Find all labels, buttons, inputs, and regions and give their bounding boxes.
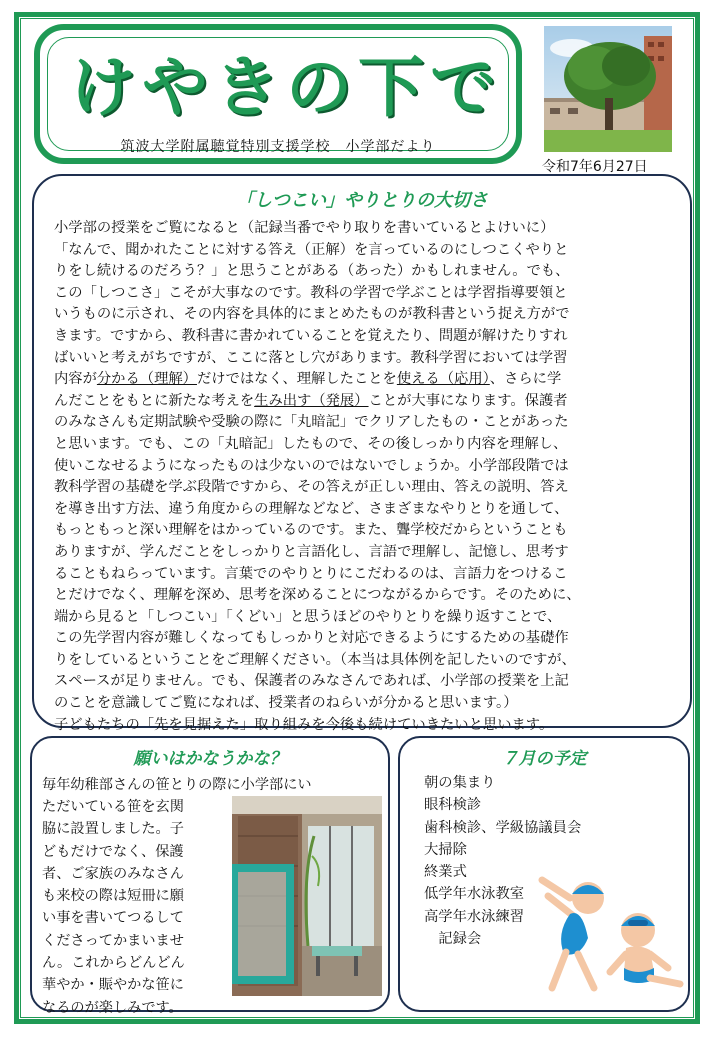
newsletter-title: けやきの下で <box>70 49 502 126</box>
entrance-photo-image <box>232 796 382 996</box>
schedule-item: 朝の集まり <box>424 775 496 791</box>
swimming-kids-illustration <box>530 868 688 994</box>
schedule-item: 高学年水泳練習 <box>424 908 525 925</box>
text-segment: 内容が <box>54 371 97 388</box>
main-article-line <box>54 607 694 629</box>
july-schedule-heading: ７月の予定 <box>501 749 587 769</box>
underlined-phrase: 分かる（理解） <box>96 371 197 388</box>
main-article-line <box>54 542 694 564</box>
text-segment: んだことをもとに新たな考えを <box>54 392 255 409</box>
main-article-line <box>54 671 694 693</box>
main-article-line <box>54 628 694 650</box>
schedule-item: 低学年水泳教室 <box>424 886 525 903</box>
wish-article-heading: 願いはかなうかな？ <box>133 749 287 769</box>
text-segment: とだけでなく、理解を深め、思考を深めることにつながるからです。そのために、 <box>54 587 581 604</box>
main-article-line <box>54 348 694 370</box>
main-article-line <box>54 261 694 283</box>
text-segment: のみなさんも定期試験や受験の際に「丸暗記」でクリアしたもの・ことがあった <box>54 414 569 431</box>
main-article-line <box>54 520 694 542</box>
wish-article-line: ただいている笹を玄関 <box>42 799 184 815</box>
main-article-line <box>54 391 694 413</box>
swimmers-icon <box>530 868 688 994</box>
main-article-line <box>54 650 694 672</box>
text-segment: りをし続けるのだろう？」と思うことがある（あった）かもしれません。でも、 <box>54 263 570 280</box>
main-article-line <box>54 477 694 499</box>
text-segment: りをしているということをご理解ください。（本当は具体例を記したいのですが、 <box>54 651 576 668</box>
text-segment: だけではなく、理解したことを <box>196 371 397 388</box>
text-segment: 使いこなせるようになったものは少ないのではないでしょうか。小学部段階では <box>54 457 569 474</box>
wish-article-line: い事を書いてつるして <box>42 910 184 927</box>
issue-date: 令和7年6月27日 <box>542 159 648 175</box>
text-segment: いうものに示され、その内容を具体的にまとめたものが教科書という捉え方がで <box>54 306 570 323</box>
text-segment: 、さらに学 <box>489 371 562 388</box>
schedule-item: 終業式 <box>424 864 467 881</box>
text-segment: 「なんで、聞かれたことに対する答え（正解）を言っているのにしつこくやりと <box>54 241 569 258</box>
main-article-line <box>54 326 694 348</box>
text-segment: ばいいと考えがちですが、ここに落とし穴があります。教科学習においては学習 <box>54 349 568 366</box>
main-article-line <box>54 283 694 305</box>
text-segment: ことが大事になります。保護者 <box>368 392 568 409</box>
schedule-item: 歯科検診、学級協議員会 <box>424 819 582 836</box>
text-segment: と思います。でも、この「丸暗記」したもので、その後しっかり内容を理解し、 <box>54 435 568 452</box>
text-segment: 教科学習の基礎を学ぶ段階ですから、その答えが正しい理由、答えの説明、答え <box>54 479 569 496</box>
school-name: 筑波大学附属聴覚特別支援学校 小学部だより <box>120 139 436 155</box>
main-article-line <box>54 564 694 586</box>
main-article-body <box>54 218 694 736</box>
main-article-line <box>54 585 694 607</box>
main-article-box <box>32 174 692 733</box>
wish-article-first-line: 毎年幼稚部さんの笹とりの際に小学部にい <box>42 777 312 793</box>
wish-article-line: くださってかまいませ <box>42 932 184 949</box>
main-article-line <box>54 369 694 391</box>
text-segment: スペースが足りません。でも、保護者のみなさんであれば、小学部の授業を上記 <box>54 673 569 690</box>
wish-article-line: も来校の際は短冊に願 <box>42 888 184 905</box>
main-article-line <box>54 218 694 240</box>
wish-article-line: なるのが楽しみです。 <box>42 999 183 1016</box>
main-article-line <box>54 693 694 715</box>
keyaki-tree-photo <box>544 26 672 152</box>
text-segment: もっともっと深い理解をはかっているのです。また、聾学校だからということも <box>54 522 568 539</box>
text-segment: のことを意識してご覧になれば、授業者のねらいが分かると思います。） <box>54 695 518 712</box>
wish-article-line: 脇に設置しました。子 <box>42 821 184 838</box>
main-article-line <box>54 412 694 434</box>
bamboo-entrance-photo <box>232 796 382 996</box>
wish-article-line: どもだけでなく、保護 <box>42 843 184 860</box>
text-segment: を導き出す方法、違う角度からの理解などなど、さまざまなやりとりを通して、 <box>54 500 569 517</box>
main-article-line <box>54 499 694 521</box>
main-article-line <box>54 456 694 478</box>
tree-photo-image <box>544 26 672 152</box>
schedule-item: 記録会 <box>424 931 482 948</box>
underlined-phrase: 生み出す（発展） <box>254 392 369 409</box>
main-article-line <box>54 304 694 326</box>
wish-article-line: ん。これからどんどん <box>42 955 185 972</box>
text-segment: きます。ですから、教科書に書かれていることを覚えたり、問題が解けたりすれ <box>54 327 568 344</box>
main-article-line <box>54 240 694 262</box>
main-article-heading: 「しつこい」やりとりの大切さ <box>236 190 488 211</box>
main-article-line <box>54 434 694 456</box>
wish-article-line: 華やか・賑やかな笹に <box>42 977 184 994</box>
main-article-line <box>54 715 694 737</box>
text-segment: 小学部の授業をご覧になると（記録当番でやり取りを書いているとよけいに） <box>54 220 555 236</box>
wish-article-body <box>42 796 185 1019</box>
text-segment: ることもねらっています。言葉でのやりとりにこだわるのは、言語力をつけるこ <box>54 565 568 582</box>
underlined-phrase: 使える（応用） <box>396 371 490 388</box>
text-segment: 子どもたちの「先を見据えた」取り組みを今後も続けていきたいと思います。 <box>54 716 554 733</box>
text-segment: この「しつこさ」こそが大事なのです。教科の学習で学ぶことは学習指導要領と <box>54 284 568 301</box>
text-segment: この先学習内容が難しくなってもしっかりと対応できるようにするための基礎作 <box>54 630 569 647</box>
masthead <box>34 24 522 164</box>
text-segment: ありますが、学んだことをしっかりと言語化し、言語で理解し、記憶し、思考す <box>54 543 569 560</box>
wish-article-line: 者、ご家族のみなさん <box>42 865 184 882</box>
schedule-item: 大掃除 <box>424 841 467 858</box>
schedule-item: 眼科検診 <box>424 797 482 814</box>
text-segment: 端から見ると「しつこい」「くどい」と思うほどのやりとりを繰り返すことで、 <box>54 608 562 625</box>
